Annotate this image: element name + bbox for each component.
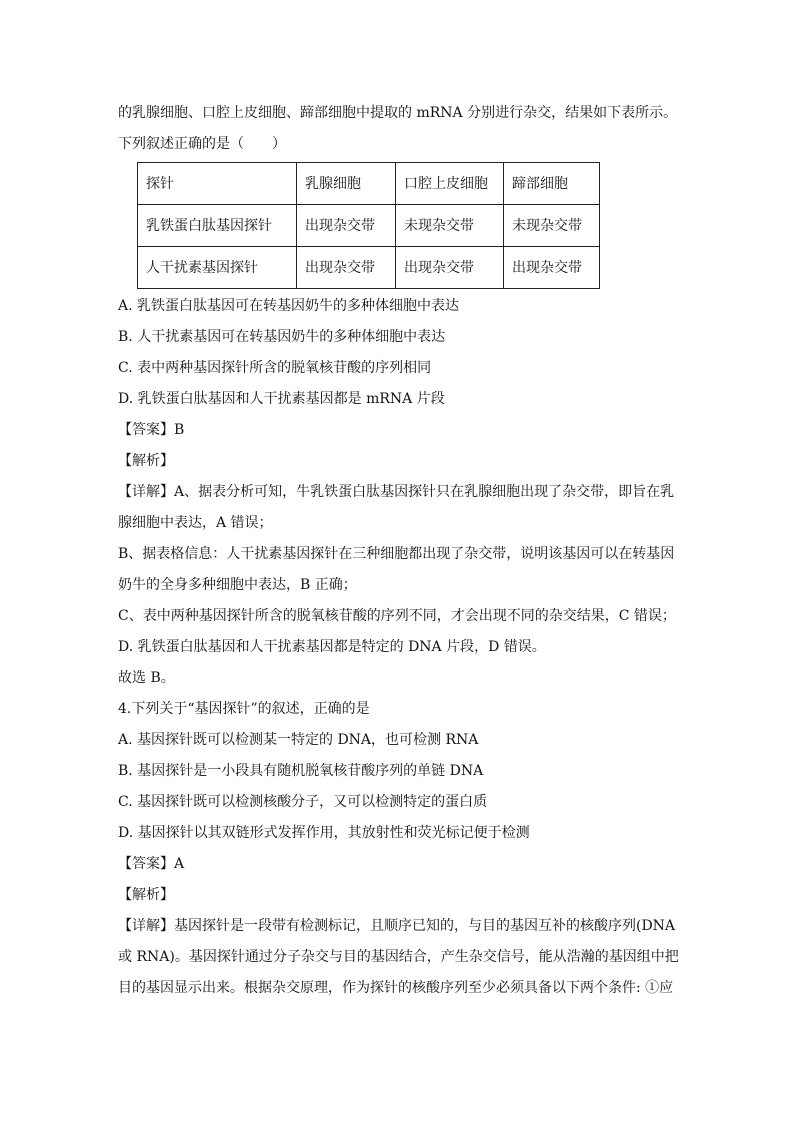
q3-analysis-label: 【解析】 — [118, 453, 174, 469]
table-cell: 出现杂交带 — [297, 205, 396, 247]
q3-option-a: A. 乳铁蛋白肽基因可在转基因奶牛的多种体细胞中表达 — [118, 298, 460, 314]
q3-option-d: D. 乳铁蛋白肽基因和人干扰素基因都是 mRNA 片段 — [118, 391, 445, 407]
q4-option-c: C. 基因探针既可以检测核酸分子，又可以检测特定的蛋白质 — [118, 794, 488, 810]
q4-analysis-label: 【解析】 — [118, 887, 174, 903]
q3-answer: 【答案】B — [118, 422, 185, 438]
q4-detail-line: 或 RNA)。基因探针通过分子杂交与目的基因结合，产生杂交信号，能从浩瀚的基因组中把 — [118, 949, 679, 965]
q3-detail-line: 腺细胞中表达，A 错误； — [118, 515, 273, 531]
table-cell: 未现杂交带 — [396, 205, 504, 247]
table-header-cell: 口腔上皮细胞 — [396, 163, 504, 205]
table-header-cell: 探针 — [138, 163, 297, 205]
q3-detail-line: 【详解】A、据表分析可知，牛乳铁蛋白肽基因探针只在乳腺细胞出现了杂交带，即旨在乳 — [118, 484, 675, 500]
table-header-cell: 乳腺细胞 — [297, 163, 396, 205]
q3-detail-line: B、据表格信息：人干扰素基因探针在三种细胞都出现了杂交带，说明该基因可以在转基因 — [118, 546, 675, 562]
table-cell: 出现杂交带 — [396, 247, 504, 289]
q3-detail-line: C、表中两种基因探针所含的脱氧核苷酸的序列不同，才会出现不同的杂交结果，C 错误； — [118, 608, 676, 624]
q3-option-c: C. 表中两种基因探针所含的脱氧核苷酸的序列相同 — [118, 360, 432, 376]
intro-line-1: 的乳腺细胞、口腔上皮细胞、蹄部细胞中提取的 mRNA 分别进行杂交，结果如下表所示。 — [118, 105, 678, 121]
q4-option-a: A. 基因探针既可以检测某一特定的 DNA，也可检测 RNA — [118, 732, 479, 748]
table-header-cell: 蹄部细胞 — [504, 163, 600, 205]
q3-detail-line: D. 乳铁蛋白肽基因和人干扰素基因都是特定的 DNA 片段，D 错误。 — [118, 639, 546, 655]
q3-option-b: B. 人干扰素基因可在转基因奶牛的多种体细胞中表达 — [118, 329, 446, 345]
q4-stem: 4.下列关于“基因探针”的叙述，正确的是 — [118, 701, 370, 717]
table-cell: 未现杂交带 — [504, 205, 600, 247]
table-container — [118, 162, 678, 289]
q4-option-d: D. 基因探针以其双链形式发挥作用，其放射性和荧光标记便于检测 — [118, 825, 530, 841]
q3-conclusion: 故选 B。 — [118, 670, 175, 686]
q4-answer: 【答案】A — [118, 856, 185, 872]
q4-option-b: B. 基因探针是一小段具有随机脱氧核苷酸序列的单链 DNA — [118, 763, 484, 779]
hybridization-table — [137, 162, 600, 289]
q4-detail-line: 【详解】基因探针是一段带有检测标记，且顺序已知的，与目的基因互补的核酸序列(DNA — [118, 918, 676, 934]
table-cell: 出现杂交带 — [297, 247, 396, 289]
table-cell: 出现杂交带 — [504, 247, 600, 289]
table-cell: 人干扰素基因探针 — [138, 247, 297, 289]
question-stem: 下列叙述正确的是（ ） — [118, 136, 286, 152]
table-header-row — [138, 163, 600, 205]
q3-detail-line: 奶牛的全身多种细胞中表达，B 正确； — [118, 577, 357, 593]
table-cell: 乳铁蛋白肽基因探针 — [138, 205, 297, 247]
table-row — [138, 205, 600, 247]
table-row — [138, 247, 600, 289]
document-page — [118, 98, 678, 1004]
q4-detail-line: 目的基因显示出来。根据杂交原理，作为探针的核酸序列至少必须具备以下两个条件: ①应 — [118, 980, 674, 996]
